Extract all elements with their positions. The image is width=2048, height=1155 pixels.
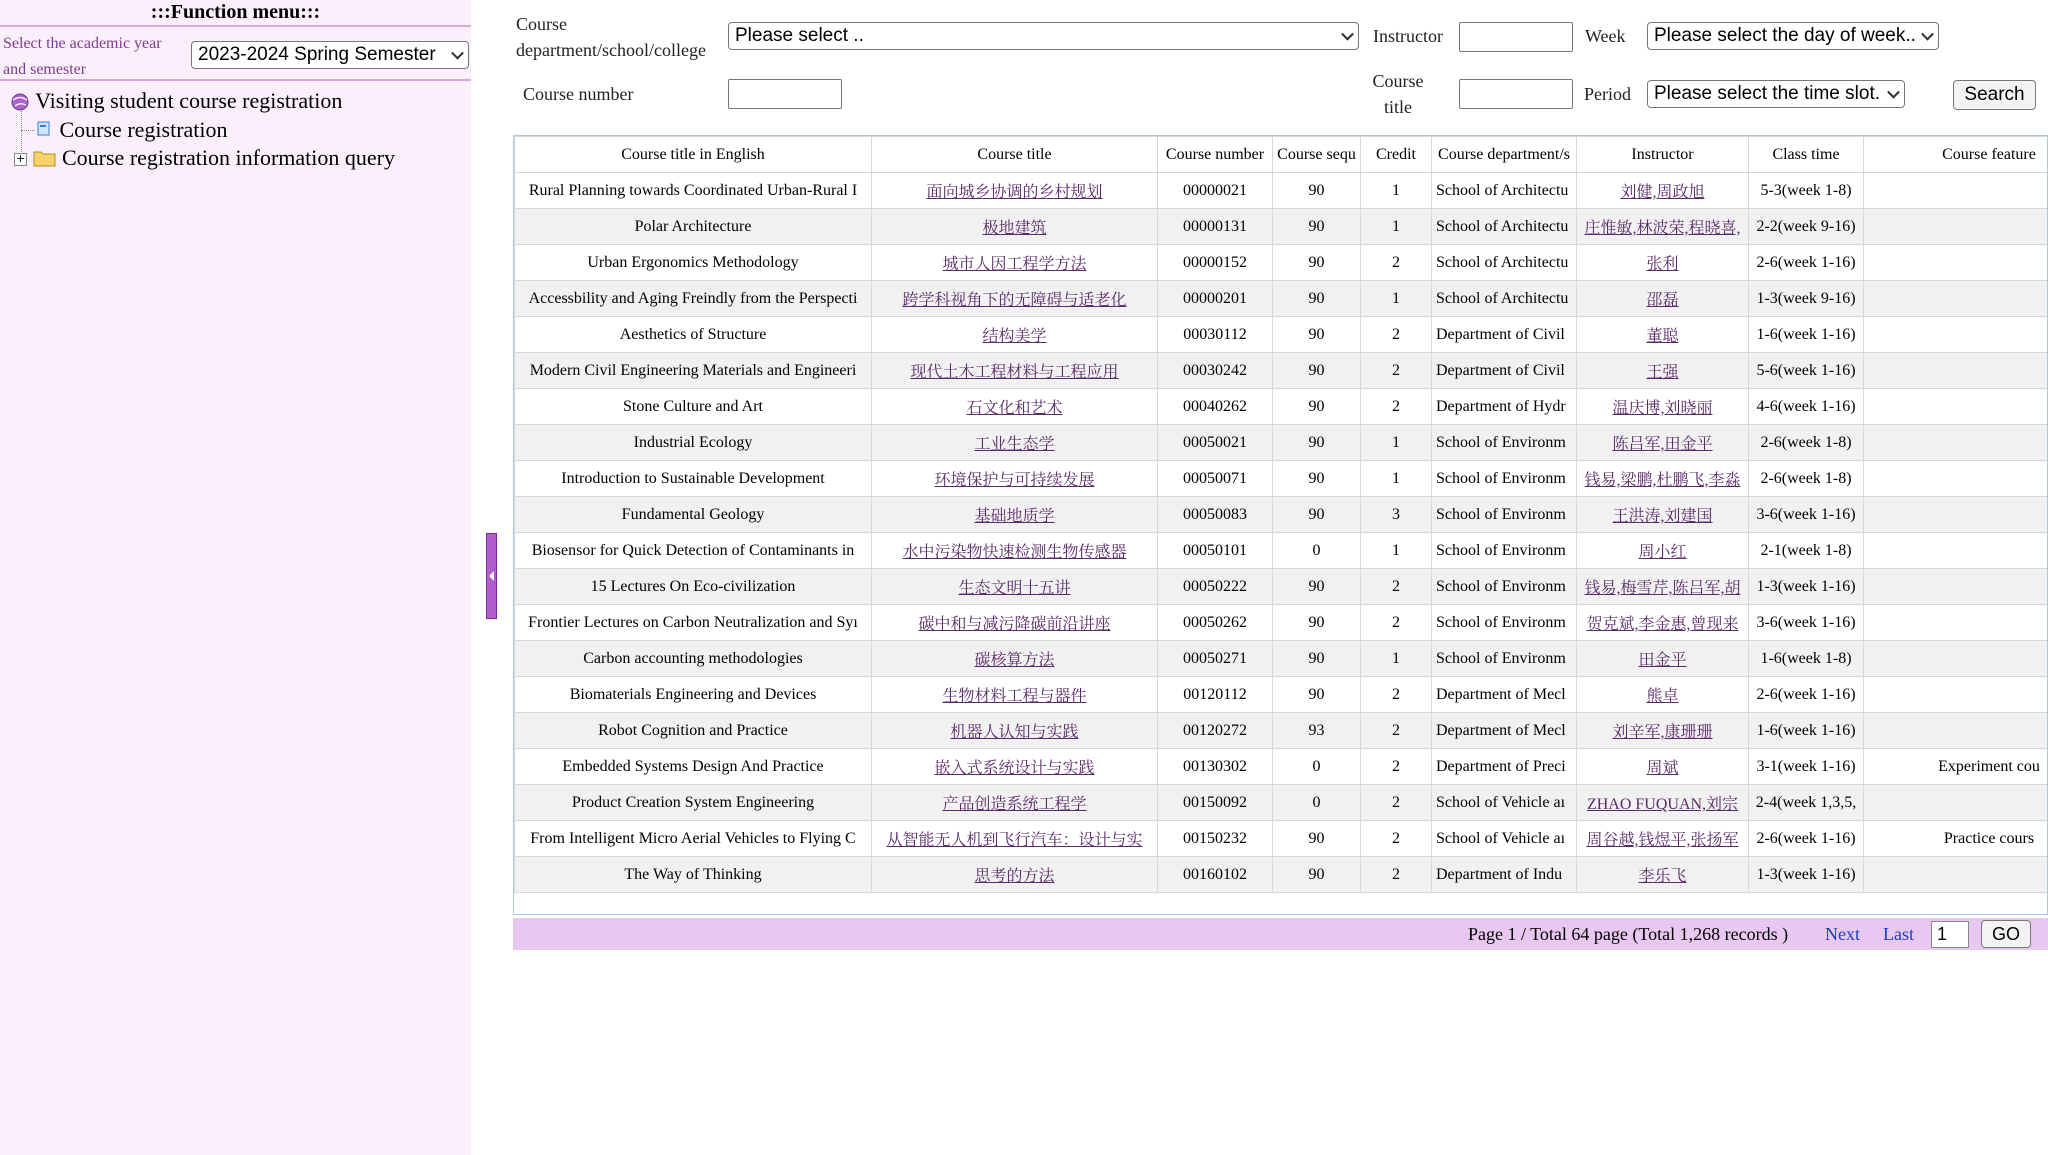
cell-course-number: 00000152 bbox=[1158, 245, 1273, 281]
cell-course-number: 00120272 bbox=[1158, 713, 1273, 749]
cell-class-time: 2-6(week 1-8) bbox=[1749, 461, 1864, 497]
cell-credit: 1 bbox=[1361, 281, 1432, 317]
cell-credit: 2 bbox=[1361, 353, 1432, 389]
cell-credit: 2 bbox=[1361, 605, 1432, 641]
cell-course-number: 00050222 bbox=[1158, 569, 1273, 605]
cell-course-number: 00160102 bbox=[1158, 857, 1273, 893]
cell-department: School of Environm bbox=[1432, 533, 1577, 569]
course-title-link[interactable]: 水中污染物快速检测生物传感器 bbox=[902, 544, 1127, 561]
tree-item-visiting-registration[interactable] bbox=[10, 88, 342, 114]
table-body bbox=[515, 173, 2048, 893]
cell-course-number: 00050101 bbox=[1158, 533, 1273, 569]
table-row bbox=[515, 569, 2048, 605]
cell-course-number: 00150232 bbox=[1158, 821, 1273, 857]
cell-course-title bbox=[872, 533, 1158, 569]
cell-course-sequence: 90 bbox=[1273, 317, 1361, 353]
period-label: Period bbox=[1584, 84, 1631, 104]
cell-department: School of Vehicle aı bbox=[1432, 821, 1577, 857]
cell-course-title bbox=[872, 821, 1158, 857]
chevron-down-icon bbox=[1341, 28, 1354, 41]
cell-course-title-en: From Intelligent Micro Aerial Vehicles to Flying C bbox=[515, 821, 872, 857]
instructor-link[interactable]: 王洪涛,刘建国 bbox=[1612, 508, 1713, 525]
instructor-link[interactable]: 周小红 bbox=[1638, 544, 1687, 561]
cell-class-time: 2-1(week 1-8) bbox=[1749, 533, 1864, 569]
cell-instructor bbox=[1577, 497, 1749, 533]
instructor-label: Instructor bbox=[1373, 26, 1443, 46]
cell-instructor bbox=[1577, 425, 1749, 461]
cell-course-title bbox=[872, 389, 1158, 425]
cell-course-feature bbox=[1864, 461, 2048, 497]
table-row bbox=[515, 317, 2048, 353]
cell-course-feature bbox=[1864, 569, 2048, 605]
cell-course-sequence: 90 bbox=[1273, 173, 1361, 209]
term-select-value: 2023-2024 Spring Semester bbox=[198, 44, 436, 65]
last-page-link[interactable]: Last bbox=[1883, 924, 1914, 944]
course-title-label: Course title bbox=[1372, 71, 1424, 117]
course-number-label: Course number bbox=[523, 84, 634, 104]
course-title-link[interactable]: 结构美学 bbox=[982, 328, 1047, 345]
function-menu-sidebar bbox=[0, 0, 471, 1155]
cell-instructor bbox=[1577, 317, 1749, 353]
cell-course-title-en: Modern Civil Engineering Materials and Engineeri bbox=[515, 353, 872, 389]
cell-course-title bbox=[872, 245, 1158, 281]
cell-course-number: 00040262 bbox=[1158, 389, 1273, 425]
cell-department: School of Environm bbox=[1432, 605, 1577, 641]
cell-class-time: 1-3(week 9-16) bbox=[1749, 281, 1864, 317]
chevron-down-icon bbox=[451, 47, 464, 60]
cell-instructor bbox=[1577, 857, 1749, 893]
cell-course-title bbox=[872, 317, 1158, 353]
course-title-link[interactable]: 嵌入式系统设计与实践 bbox=[934, 760, 1095, 777]
cell-course-sequence: 90 bbox=[1273, 857, 1361, 893]
page-number-input[interactable]: 1 bbox=[1931, 921, 1969, 948]
page-icon bbox=[36, 120, 54, 138]
header-course-sequence: Course sequ bbox=[1273, 137, 1361, 173]
cell-credit: 2 bbox=[1361, 245, 1432, 281]
cell-course-title bbox=[872, 605, 1158, 641]
cell-course-sequence: 90 bbox=[1273, 389, 1361, 425]
cell-class-time: 1-3(week 1-16) bbox=[1749, 569, 1864, 605]
cell-course-number: 00120112 bbox=[1158, 677, 1273, 713]
week-label: Week bbox=[1585, 26, 1626, 46]
tree-reg-label: Course registration bbox=[59, 117, 228, 142]
cell-department: School of Environm bbox=[1432, 569, 1577, 605]
cell-instructor bbox=[1577, 533, 1749, 569]
cell-course-number: 00050083 bbox=[1158, 497, 1273, 533]
cell-instructor bbox=[1577, 677, 1749, 713]
cell-course-title bbox=[872, 497, 1158, 533]
cell-course-title-en: Biosensor for Quick Detection of Contaminants in bbox=[515, 533, 872, 569]
cell-course-sequence: 90 bbox=[1273, 605, 1361, 641]
cell-class-time: 1-6(week 1-8) bbox=[1749, 641, 1864, 677]
table-row bbox=[515, 677, 2048, 713]
instructor-link[interactable]: ZHAO FUQUAN,刘宗 bbox=[1586, 796, 1739, 813]
cell-credit: 2 bbox=[1361, 389, 1432, 425]
table-row bbox=[515, 389, 2048, 425]
course-title-link[interactable]: 基础地质学 bbox=[974, 508, 1055, 525]
course-number-input[interactable] bbox=[728, 79, 842, 109]
cell-department: Department of Indu bbox=[1432, 857, 1577, 893]
header-course-number: Course number bbox=[1158, 137, 1273, 173]
cell-course-feature bbox=[1864, 389, 2048, 425]
cell-course-title-en: Fundamental Geology bbox=[515, 497, 872, 533]
cell-credit: 2 bbox=[1361, 857, 1432, 893]
tree-root-label: Visiting student course registration bbox=[35, 88, 343, 113]
cell-course-title bbox=[872, 173, 1158, 209]
course-table-container[interactable] bbox=[513, 135, 2048, 915]
cell-instructor bbox=[1577, 209, 1749, 245]
cell-course-number: 00130302 bbox=[1158, 749, 1273, 785]
cell-class-time: 1-3(week 1-16) bbox=[1749, 857, 1864, 893]
cell-course-title bbox=[872, 353, 1158, 389]
course-title-link[interactable]: 城市人因工程学方法 bbox=[942, 256, 1087, 273]
cell-department: School of Environm bbox=[1432, 641, 1577, 677]
instructor-link[interactable]: 陈吕军,田金平 bbox=[1612, 436, 1713, 453]
table-row bbox=[515, 245, 2048, 281]
cell-department: School of Environm bbox=[1432, 461, 1577, 497]
cell-department: Department of Civil bbox=[1432, 353, 1577, 389]
header-instructor: Instructor bbox=[1577, 137, 1749, 173]
cell-class-time: 2-6(week 1-16) bbox=[1749, 821, 1864, 857]
cell-course-number: 00050262 bbox=[1158, 605, 1273, 641]
cell-class-time: 3-1(week 1-16) bbox=[1749, 749, 1864, 785]
course-title-link[interactable]: 机器人认知与实践 bbox=[950, 724, 1079, 741]
instructor-link[interactable]: 熊卓 bbox=[1646, 688, 1679, 705]
table-row bbox=[515, 353, 2048, 389]
cell-course-title bbox=[872, 857, 1158, 893]
tree-item-course-registration[interactable] bbox=[36, 117, 228, 143]
cell-course-sequence: 0 bbox=[1273, 785, 1361, 821]
cell-department: School of Vehicle aı bbox=[1432, 785, 1577, 821]
cell-course-title-en: Frontier Lectures on Carbon Neutralization and Syı bbox=[515, 605, 872, 641]
tree-connector bbox=[21, 130, 35, 131]
cell-class-time: 1-6(week 1-16) bbox=[1749, 713, 1864, 749]
cell-course-title-en: Industrial Ecology bbox=[515, 425, 872, 461]
cell-course-title-en: Accessbility and Aging Freindly from the Perspecti bbox=[515, 281, 872, 317]
cell-department: School of Architectu bbox=[1432, 209, 1577, 245]
cell-course-sequence: 90 bbox=[1273, 677, 1361, 713]
cell-credit: 1 bbox=[1361, 209, 1432, 245]
instructor-link[interactable]: 张利 bbox=[1646, 256, 1679, 273]
table-row bbox=[515, 497, 2048, 533]
instructor-link[interactable]: 周谷越,钱煜平,张扬军 bbox=[1586, 832, 1739, 849]
course-title-link[interactable]: 工业生态学 bbox=[974, 436, 1055, 453]
cell-department: School of Architectu bbox=[1432, 245, 1577, 281]
course-title-link[interactable]: 极地建筑 bbox=[982, 220, 1047, 237]
cell-instructor bbox=[1577, 641, 1749, 677]
cell-course-title-en: Carbon accounting methodologies bbox=[515, 641, 872, 677]
cell-instructor bbox=[1577, 749, 1749, 785]
chevron-down-icon bbox=[1921, 28, 1934, 41]
term-label: Select the academic year and semester bbox=[3, 35, 162, 78]
cell-credit: 1 bbox=[1361, 173, 1432, 209]
cell-department: Department of Preci bbox=[1432, 749, 1577, 785]
cell-course-feature bbox=[1864, 641, 2048, 677]
globe-icon bbox=[10, 91, 30, 111]
cell-credit: 2 bbox=[1361, 713, 1432, 749]
week-select[interactable] bbox=[1647, 22, 1939, 50]
cell-course-title-en: Urban Ergonomics Methodology bbox=[515, 245, 872, 281]
cell-course-feature bbox=[1864, 533, 2048, 569]
course-title-link[interactable]: 面向城乡协调的乡村规划 bbox=[926, 184, 1103, 201]
cell-course-title bbox=[872, 677, 1158, 713]
table-row bbox=[515, 821, 2048, 857]
instructor-link[interactable]: 刘辛军,康珊珊 bbox=[1612, 724, 1713, 741]
cell-course-feature bbox=[1864, 317, 2048, 353]
cell-course-sequence: 90 bbox=[1273, 641, 1361, 677]
instructor-link[interactable]: 李乐飞 bbox=[1638, 868, 1687, 885]
cell-credit: 3 bbox=[1361, 497, 1432, 533]
cell-course-sequence: 90 bbox=[1273, 245, 1361, 281]
header-class-time: Class time bbox=[1749, 137, 1864, 173]
cell-instructor bbox=[1577, 605, 1749, 641]
cell-course-sequence: 90 bbox=[1273, 497, 1361, 533]
header-course-title-en: Course title in English bbox=[515, 137, 872, 173]
cell-department: School of Environm bbox=[1432, 425, 1577, 461]
cell-course-sequence: 90 bbox=[1273, 821, 1361, 857]
instructor-link[interactable]: 董聪 bbox=[1646, 328, 1679, 345]
cell-credit: 2 bbox=[1361, 569, 1432, 605]
cell-course-title-en: Aesthetics of Structure bbox=[515, 317, 872, 353]
cell-credit: 1 bbox=[1361, 425, 1432, 461]
cell-credit: 2 bbox=[1361, 785, 1432, 821]
table-row bbox=[515, 713, 2048, 749]
cell-course-number: 00050071 bbox=[1158, 461, 1273, 497]
tree-query-label: Course registration information query bbox=[62, 145, 395, 170]
search-button[interactable]: Search bbox=[1953, 80, 2036, 110]
table-header-row bbox=[515, 137, 2048, 173]
cell-department: School of Architectu bbox=[1432, 281, 1577, 317]
instructor-link[interactable]: 王强 bbox=[1646, 364, 1679, 381]
cell-course-title-en: Robot Cognition and Practice bbox=[515, 713, 872, 749]
cell-course-title-en: 15 Lectures On Eco-civilization bbox=[515, 569, 872, 605]
cell-course-title bbox=[872, 209, 1158, 245]
course-title-link[interactable]: 产品创造系统工程学 bbox=[942, 796, 1087, 813]
header-credit: Credit bbox=[1361, 137, 1432, 173]
cell-course-sequence: 90 bbox=[1273, 425, 1361, 461]
cell-course-feature bbox=[1864, 245, 2048, 281]
cell-credit: 1 bbox=[1361, 533, 1432, 569]
tree-item-registration-query[interactable] bbox=[14, 145, 395, 171]
period-select[interactable] bbox=[1647, 80, 1905, 108]
cell-credit: 1 bbox=[1361, 461, 1432, 497]
cell-instructor bbox=[1577, 389, 1749, 425]
table-row bbox=[515, 641, 2048, 677]
cell-course-title-en: Product Creation System Engineering bbox=[515, 785, 872, 821]
instructor-link[interactable]: 钱易,梁鹏,杜鹏飞,李淼 bbox=[1584, 472, 1741, 489]
cell-course-title-en: The Way of Thinking bbox=[515, 857, 872, 893]
course-title-link[interactable]: 生态文明十五讲 bbox=[958, 580, 1071, 597]
table-row bbox=[515, 425, 2048, 461]
cell-department: School of Architectu bbox=[1432, 173, 1577, 209]
cell-department: Department of Hydr bbox=[1432, 389, 1577, 425]
cell-credit: 2 bbox=[1361, 749, 1432, 785]
week-select-value: Please select the day of week.. bbox=[1654, 25, 1916, 46]
course-title-link[interactable]: 生物材料工程与器件 bbox=[942, 688, 1087, 705]
course-title-link[interactable]: 环境保护与可持续发展 bbox=[934, 472, 1095, 489]
cell-instructor bbox=[1577, 713, 1749, 749]
cell-course-number: 00000201 bbox=[1158, 281, 1273, 317]
cell-course-feature: Experiment cou bbox=[1864, 749, 2048, 785]
cell-instructor bbox=[1577, 461, 1749, 497]
cell-department: Department of Mecl bbox=[1432, 677, 1577, 713]
course-title-link[interactable]: 石文化和艺术 bbox=[966, 400, 1063, 417]
instructor-link[interactable]: 田金平 bbox=[1638, 652, 1687, 669]
cell-course-title bbox=[872, 281, 1158, 317]
cell-course-title-en: Biomaterials Engineering and Devices bbox=[515, 677, 872, 713]
cell-class-time: 2-6(week 1-8) bbox=[1749, 425, 1864, 461]
cell-course-sequence: 90 bbox=[1273, 569, 1361, 605]
cell-instructor bbox=[1577, 353, 1749, 389]
table-row bbox=[515, 281, 2048, 317]
course-title-link[interactable]: 现代土木工程材料与工程应用 bbox=[910, 364, 1119, 381]
department-select[interactable] bbox=[728, 22, 1359, 50]
cell-class-time: 3-6(week 1-16) bbox=[1749, 497, 1864, 533]
cell-instructor bbox=[1577, 245, 1749, 281]
cell-class-time: 4-6(week 1-16) bbox=[1749, 389, 1864, 425]
instructor-link[interactable]: 周斌 bbox=[1646, 760, 1679, 777]
plus-expand-icon[interactable]: + bbox=[15, 152, 26, 165]
cell-course-title-en: Embedded Systems Design And Practice bbox=[515, 749, 872, 785]
course-table bbox=[514, 136, 2048, 893]
cell-department: Department of Mecl bbox=[1432, 713, 1577, 749]
instructor-link[interactable]: 贺克斌,李金惠,曾现来 bbox=[1586, 616, 1739, 633]
cell-course-number: 00000131 bbox=[1158, 209, 1273, 245]
table-row bbox=[515, 209, 2048, 245]
cell-credit: 1 bbox=[1361, 641, 1432, 677]
cell-course-sequence: 93 bbox=[1273, 713, 1361, 749]
cell-course-title-en: Rural Planning towards Coordinated Urban-Rural I bbox=[515, 173, 872, 209]
cell-class-time: 3-6(week 1-16) bbox=[1749, 605, 1864, 641]
cell-class-time: 2-4(week 1,3,5, bbox=[1749, 785, 1864, 821]
cell-course-title bbox=[872, 425, 1158, 461]
instructor-link[interactable]: 刘健,周政旭 bbox=[1620, 184, 1705, 201]
period-select-value: Please select the time slot. bbox=[1654, 83, 1880, 104]
cell-course-feature bbox=[1864, 785, 2048, 821]
cell-credit: 2 bbox=[1361, 317, 1432, 353]
cell-instructor bbox=[1577, 785, 1749, 821]
cell-course-feature bbox=[1864, 425, 2048, 461]
cell-course-feature bbox=[1864, 281, 2048, 317]
instructor-link[interactable]: 温庆博,刘晓丽 bbox=[1612, 400, 1713, 417]
cell-instructor bbox=[1577, 569, 1749, 605]
cell-course-number: 00050021 bbox=[1158, 425, 1273, 461]
cell-class-time: 5-3(week 1-8) bbox=[1749, 173, 1864, 209]
cell-course-feature bbox=[1864, 605, 2048, 641]
cell-instructor bbox=[1577, 173, 1749, 209]
header-course-feature: Course feature bbox=[1864, 137, 2048, 173]
sidebar-collapse-handle[interactable] bbox=[486, 533, 497, 619]
department-label: Course department/school/college bbox=[516, 14, 706, 60]
cell-course-number: 00050271 bbox=[1158, 641, 1273, 677]
cell-class-time: 2-2(week 9-16) bbox=[1749, 209, 1864, 245]
instructor-link[interactable]: 邵磊 bbox=[1646, 292, 1679, 309]
course-title-link[interactable]: 跨学科视角下的无障碍与适老化 bbox=[902, 292, 1127, 309]
cell-department: School of Environm bbox=[1432, 497, 1577, 533]
cell-credit: 2 bbox=[1361, 821, 1432, 857]
instructor-link[interactable]: 钱易,梅雪芹,陈吕军,胡 bbox=[1584, 580, 1741, 597]
cell-credit: 2 bbox=[1361, 677, 1432, 713]
header-department: Course department/s bbox=[1432, 137, 1577, 173]
cell-course-number: 00150092 bbox=[1158, 785, 1273, 821]
cell-course-sequence: 90 bbox=[1273, 353, 1361, 389]
table-row bbox=[515, 533, 2048, 569]
go-button[interactable]: GO bbox=[1981, 920, 2031, 948]
cell-department: Department of Civil bbox=[1432, 317, 1577, 353]
cell-instructor bbox=[1577, 821, 1749, 857]
course-title-link[interactable]: 从智能无人机到飞行汽车：设计与实 bbox=[886, 832, 1143, 849]
cell-course-sequence: 0 bbox=[1273, 749, 1361, 785]
table-row bbox=[515, 461, 2048, 497]
header-course-title: Course title bbox=[872, 137, 1158, 173]
cell-course-feature: Practice cours bbox=[1864, 821, 2048, 857]
chevron-down-icon bbox=[1887, 86, 1900, 99]
menu-title: :::Function menu::: bbox=[0, 0, 471, 27]
cell-class-time: 1-6(week 1-16) bbox=[1749, 317, 1864, 353]
cell-course-number: 00030112 bbox=[1158, 317, 1273, 353]
pagination-info: Page 1 / Total 64 page (Total 1,268 records ) bbox=[1468, 924, 1789, 944]
course-title-link[interactable]: 碳中和与减污降碳前沿讲座 bbox=[918, 616, 1111, 633]
course-title-link[interactable]: 碳核算方法 bbox=[974, 652, 1055, 669]
cell-course-sequence: 90 bbox=[1273, 209, 1361, 245]
term-selector-row bbox=[0, 27, 471, 81]
cell-course-feature bbox=[1864, 857, 2048, 893]
cell-instructor bbox=[1577, 281, 1749, 317]
department-select-value: Please select .. bbox=[735, 25, 864, 46]
course-title-link[interactable]: 思考的方法 bbox=[974, 868, 1055, 885]
folder-icon bbox=[33, 148, 57, 168]
cell-class-time: 2-6(week 1-16) bbox=[1749, 245, 1864, 281]
cell-course-title bbox=[872, 641, 1158, 677]
table-row bbox=[515, 173, 2048, 209]
cell-course-number: 00030242 bbox=[1158, 353, 1273, 389]
table-row bbox=[515, 785, 2048, 821]
table-row bbox=[515, 605, 2048, 641]
instructor-input[interactable] bbox=[1459, 22, 1573, 52]
cell-course-title bbox=[872, 785, 1158, 821]
cell-course-feature bbox=[1864, 713, 2048, 749]
cell-course-title bbox=[872, 461, 1158, 497]
cell-course-title bbox=[872, 569, 1158, 605]
pagination-bar bbox=[513, 918, 2048, 950]
cell-course-title bbox=[872, 713, 1158, 749]
cell-course-feature bbox=[1864, 173, 2048, 209]
cell-course-feature bbox=[1864, 497, 2048, 533]
cell-course-title-en: Introduction to Sustainable Development bbox=[515, 461, 872, 497]
cell-course-title-en: Polar Architecture bbox=[515, 209, 872, 245]
cell-course-sequence: 90 bbox=[1273, 461, 1361, 497]
cell-course-number: 00000021 bbox=[1158, 173, 1273, 209]
table-row bbox=[515, 749, 2048, 785]
cell-course-feature bbox=[1864, 209, 2048, 245]
table-row bbox=[515, 857, 2048, 893]
cell-class-time: 2-6(week 1-16) bbox=[1749, 677, 1864, 713]
cell-course-feature bbox=[1864, 677, 2048, 713]
cell-class-time: 5-6(week 1-16) bbox=[1749, 353, 1864, 389]
term-select[interactable] bbox=[191, 41, 469, 69]
cell-course-sequence: 0 bbox=[1273, 533, 1361, 569]
cell-course-feature bbox=[1864, 353, 2048, 389]
cell-course-title bbox=[872, 749, 1158, 785]
next-page-link[interactable]: Next bbox=[1825, 924, 1860, 944]
cell-course-title-en: Stone Culture and Art bbox=[515, 389, 872, 425]
cell-course-sequence: 90 bbox=[1273, 281, 1361, 317]
instructor-link[interactable]: 庄惟敏,林波荣,程晓喜, bbox=[1584, 220, 1741, 237]
course-title-input[interactable] bbox=[1459, 79, 1573, 109]
